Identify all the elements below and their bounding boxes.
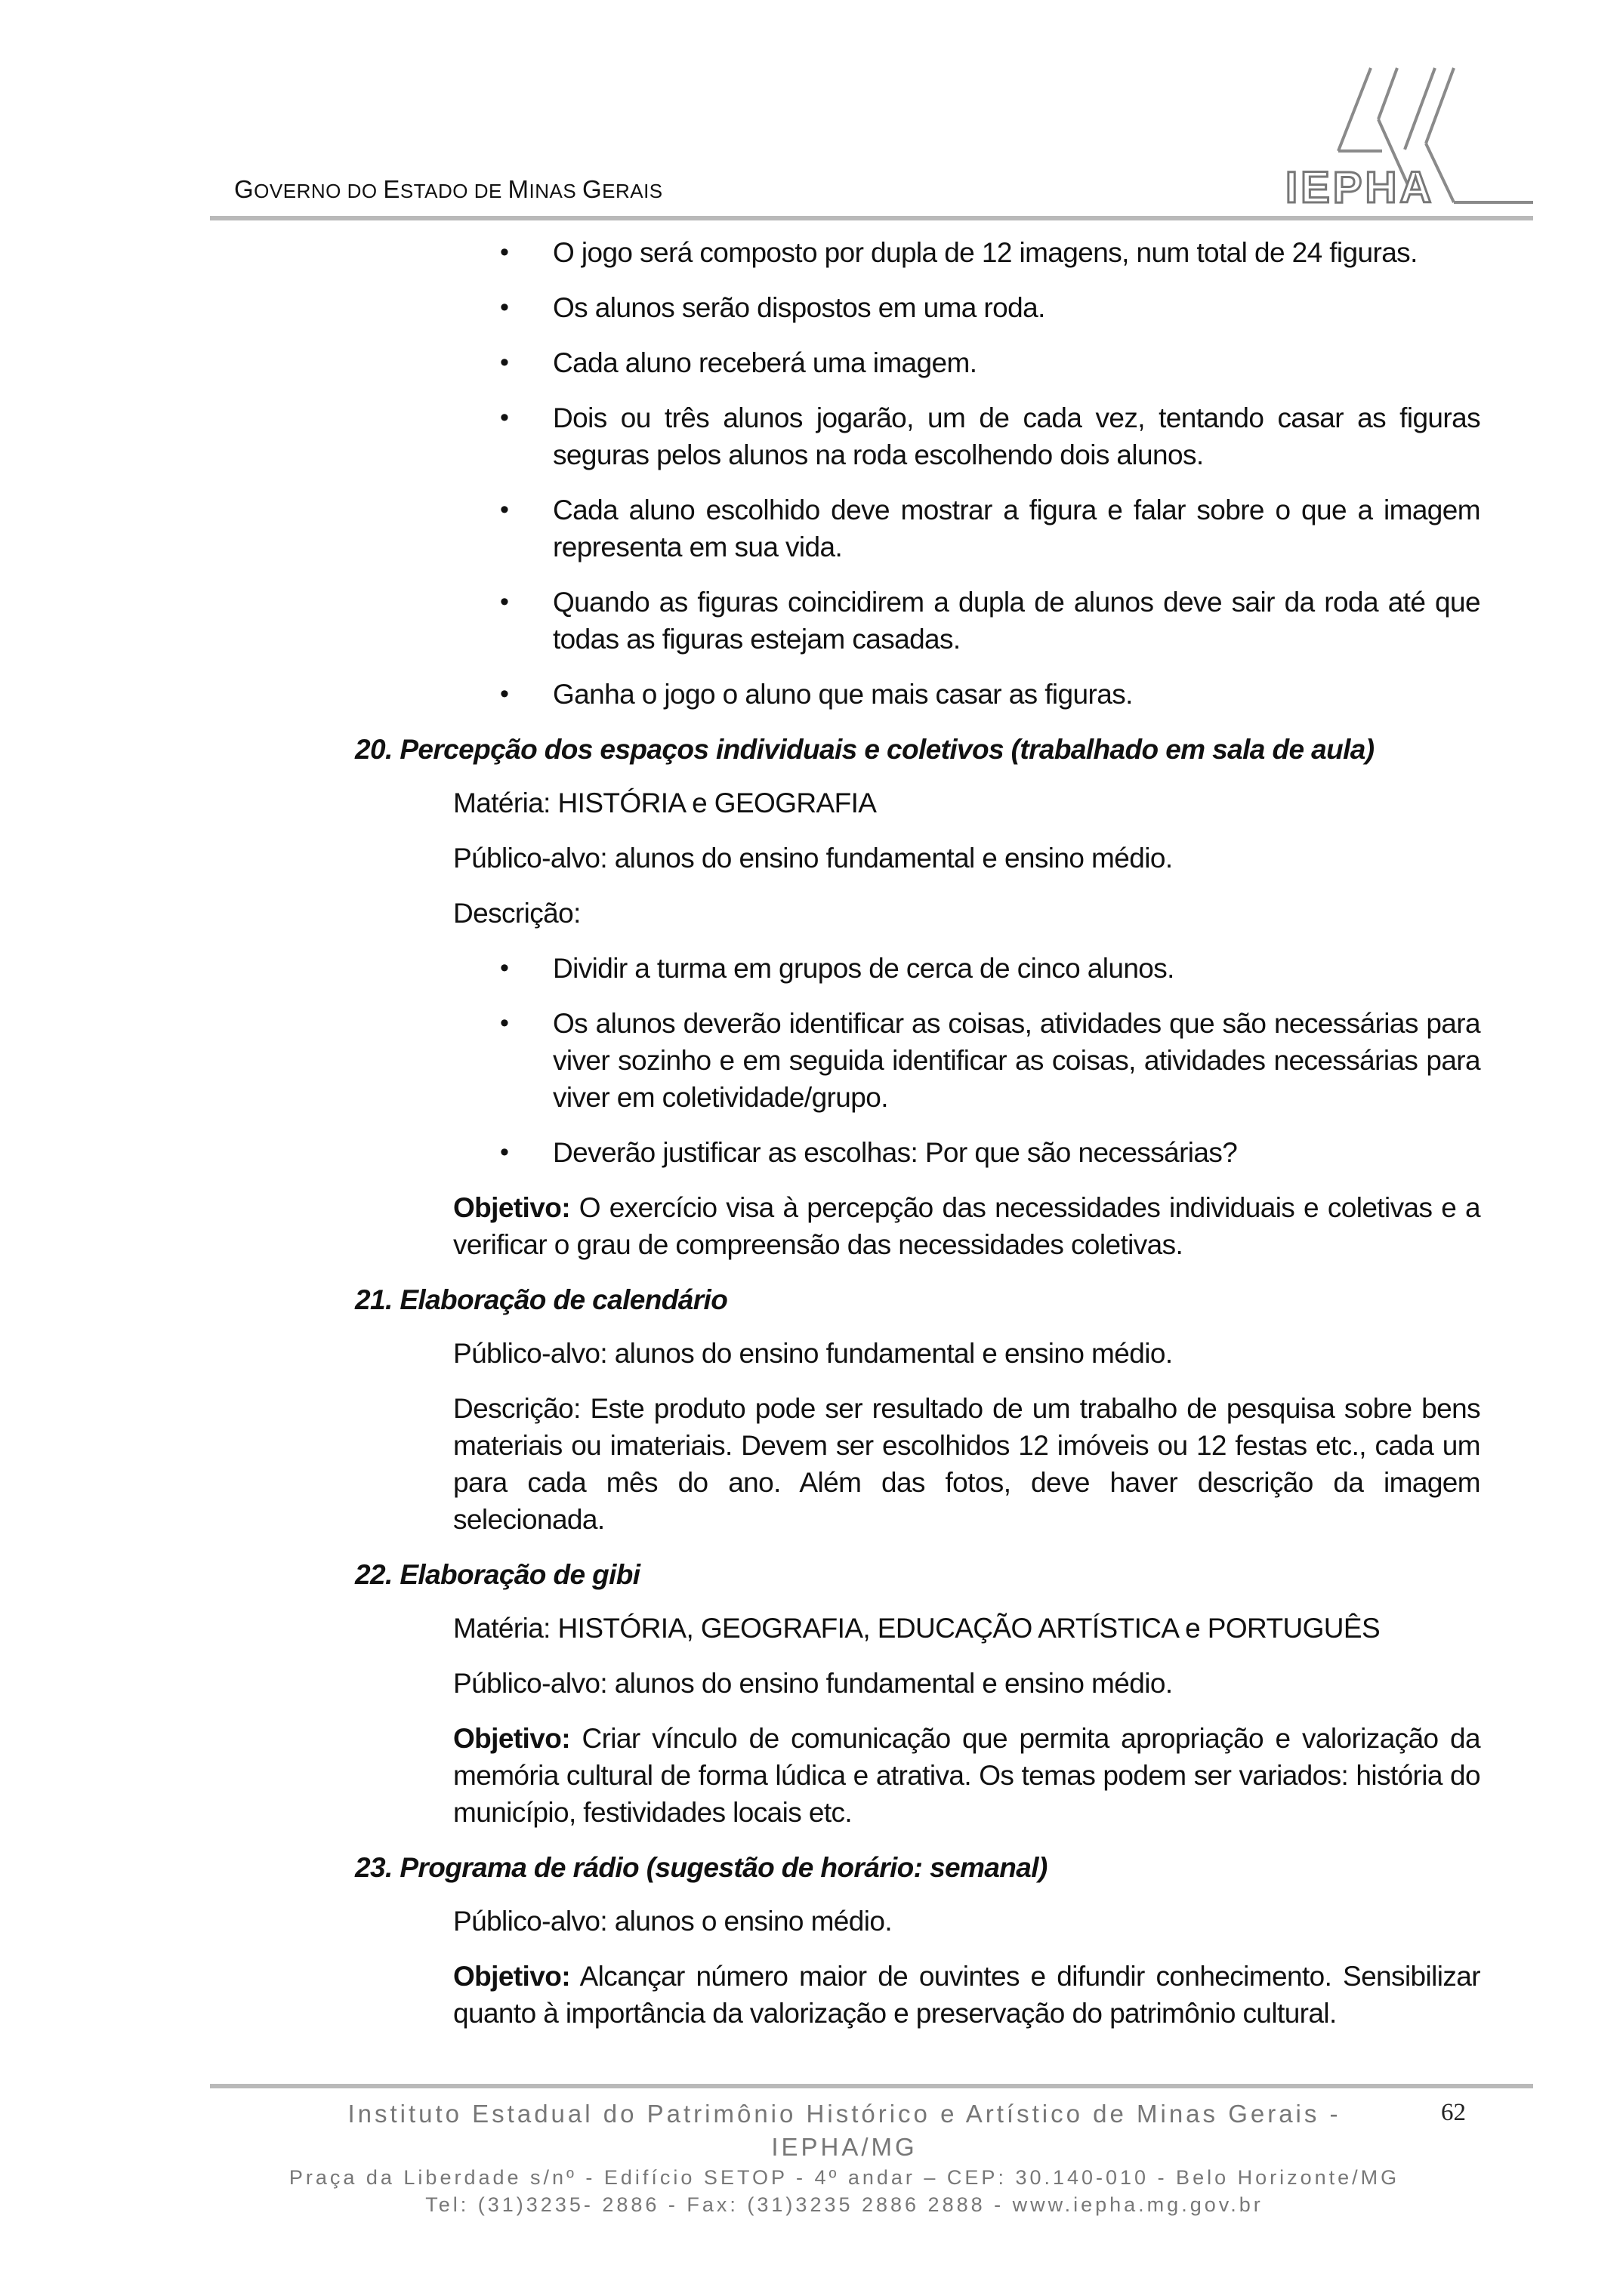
list-item xyxy=(355,1134,1480,1171)
logo-text: IEPHA xyxy=(1285,163,1435,210)
section-20-materia: Matéria: HISTÓRIA e GEOGRAFIA xyxy=(453,787,877,818)
section-22-title: 22. Elaboração de gibi xyxy=(355,1559,640,1590)
objetivo-label: Objetivo: xyxy=(453,1192,570,1223)
header-title-part: G xyxy=(582,175,603,203)
bullet-icon: • xyxy=(500,587,509,616)
bullet-icon: • xyxy=(500,403,509,432)
section-20-list xyxy=(355,950,1480,1171)
section-23-objetivo xyxy=(355,1958,1480,2032)
list-item-text: Dividir a turma em grupos de cerca de cinco alunos. xyxy=(553,953,1174,984)
bullet-icon: • xyxy=(500,495,509,524)
list-item-text: Quando as figuras coincidirem a dupla de alunos deve sair da roda até que todas as figuras estejam casadas. xyxy=(553,587,1480,655)
header-title-part: G xyxy=(234,175,255,203)
objetivo-text: O exercício visa à percepção das necessidades individuais e coletivas e a verificar o grau de compreensão das necessidades coletivas. xyxy=(453,1192,1480,1260)
footer-institute-abbr: IEPHA/MG xyxy=(771,2133,918,2161)
section-20-descricao-label: Descrição: xyxy=(453,898,581,929)
objetivo-label: Objetivo: xyxy=(453,1723,570,1754)
list-item xyxy=(355,344,1480,381)
list-item-text: Os alunos serão dispostos em uma roda. xyxy=(553,292,1045,323)
list-item xyxy=(355,1005,1480,1116)
footer-contact: Tel: (31)3235- 2886 - Fax: (31)3235 2886 2888 - www.iepha.mg.gov.br xyxy=(425,2193,1264,2216)
objetivo-text: Criar vínculo de comunicação que permita apropriação e valorização da memória cultural de forma lúdica e atrativa. Os temas podem ser variados: história do município, festividades locais etc. xyxy=(453,1723,1480,1828)
iepha-logo xyxy=(1284,59,1533,210)
section-20-objetivo xyxy=(355,1189,1480,1263)
header-divider xyxy=(210,216,1533,220)
section-22-materia: Matéria: HISTÓRIA, GEOGRAFIA, EDUCAÇÃO ARTÍSTICA e PORTUGUÊS xyxy=(453,1613,1381,1644)
section-23-publico: Público-alvo: alunos o ensino médio. xyxy=(453,1906,893,1937)
header-title-part: ERAIS xyxy=(602,180,663,202)
list-item-text: O jogo será composto por dupla de 12 imagens, num total de 24 figuras. xyxy=(553,237,1418,268)
list-item xyxy=(355,492,1480,566)
game-rules-list xyxy=(355,234,1480,713)
footer-address: Praça da Liberdade s/nº - Edifício SETOP - 4º andar – CEP: 30.140-010 - Belo Horizonte/MG xyxy=(288,2166,1400,2189)
header-title-part: OVERNO DO xyxy=(254,180,384,202)
bullet-icon: • xyxy=(500,348,509,377)
section-21-title: 21. Elaboração de calendário xyxy=(355,1284,728,1315)
list-item xyxy=(355,584,1480,658)
section-20-publico: Público-alvo: alunos do ensino fundamental e ensino médio. xyxy=(453,843,1173,874)
list-item xyxy=(355,399,1480,473)
document-body xyxy=(355,234,1480,2050)
section-21-publico: Público-alvo: alunos do ensino fundamental e ensino médio. xyxy=(453,1338,1173,1369)
header-title-part: INAS xyxy=(529,180,582,202)
bullet-icon: • xyxy=(500,1138,509,1166)
list-item xyxy=(355,950,1480,987)
list-item-text: Cada aluno receberá uma imagem. xyxy=(553,347,977,378)
bullet-icon: • xyxy=(500,238,509,267)
section-22-objetivo xyxy=(355,1720,1480,1831)
bullet-icon: • xyxy=(500,293,509,322)
page-number: 62 xyxy=(1441,2099,1466,2126)
bullet-icon: • xyxy=(500,954,509,982)
list-item-text: Os alunos deverão identificar as coisas, atividades que são necessárias para viver sozinho e em seguida identificar as coisas, atividades necessárias para viver em coletividade/grupo. xyxy=(553,1008,1480,1113)
list-item-text: Dois ou três alunos jogarão, um de cada vez, tentando casar as figuras seguras pelos alunos na roda escolhendo dois alunos. xyxy=(553,402,1480,470)
footer-institute: Instituto Estadual do Patrimônio Histórico e Artístico de Minas Gerais - xyxy=(347,2100,1341,2128)
list-item xyxy=(355,289,1480,326)
list-item-text: Cada aluno escolhido deve mostrar a figura e falar sobre o que a imagem representa em sua vida. xyxy=(553,495,1480,562)
list-item xyxy=(355,676,1480,713)
bullet-icon: • xyxy=(500,1009,509,1037)
list-item-text: Deverão justificar as escolhas: Por que são necessárias? xyxy=(553,1137,1238,1168)
section-23-title: 23. Programa de rádio (sugestão de horário: semanal) xyxy=(355,1852,1048,1883)
list-item-text: Ganha o jogo o aluno que mais casar as figuras. xyxy=(553,679,1133,710)
header-title-part: STADO DE xyxy=(400,180,508,202)
section-22-publico: Público-alvo: alunos do ensino fundamental e ensino médio. xyxy=(453,1668,1173,1699)
page-footer xyxy=(210,2097,1479,2218)
objetivo-label: Objetivo: xyxy=(453,1961,570,1992)
header-title-part: E xyxy=(383,175,400,203)
bullet-icon: • xyxy=(500,680,509,708)
footer-divider xyxy=(210,2084,1533,2088)
header-title xyxy=(234,175,663,204)
section-21-descricao: Descrição: Este produto pode ser resultado de um trabalho de pesquisa sobre bens materiais ou imateriais. Devem ser escolhidos 12 imóveis ou 12 festas etc., cada um para cada mês do ano. Além das fotos, deve haver descrição da imagem selecionada. xyxy=(453,1393,1480,1535)
header-title-part: M xyxy=(508,175,529,203)
list-item xyxy=(355,234,1480,271)
objetivo-text: Alcançar número maior de ouvintes e difundir conhecimento. Sensibilizar quanto à importância da valorização e preservação do patrimônio cultural. xyxy=(453,1961,1480,2029)
section-20-title: 20. Percepção dos espaços individuais e coletivos (trabalhado em sala de aula) xyxy=(355,734,1375,765)
